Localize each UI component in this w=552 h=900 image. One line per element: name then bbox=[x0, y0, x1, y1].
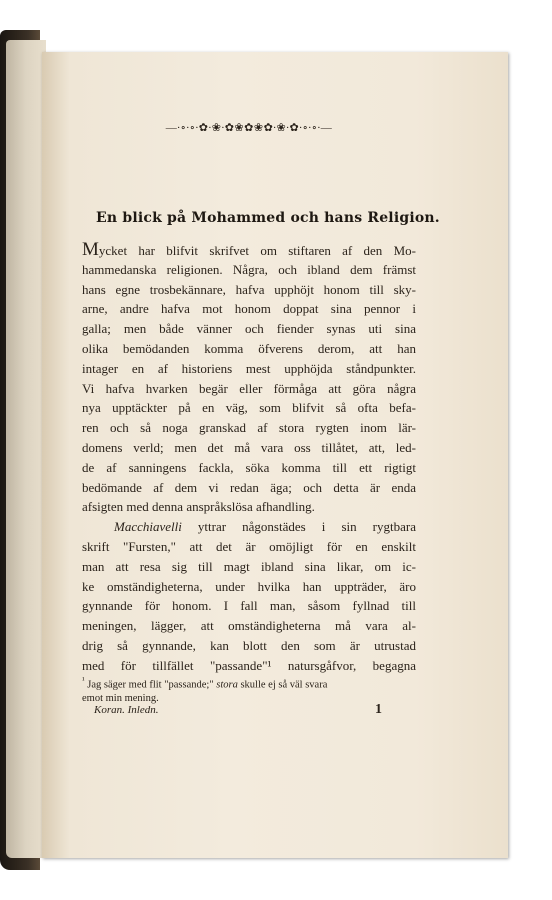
body-line-6: olika bemödanden komma öfverens derom, att han bbox=[82, 340, 416, 356]
body-text bbox=[82, 240, 416, 676]
body-line-4: arne, andre hafva mot honom doppat sina pennor i bbox=[82, 301, 416, 317]
body-line-10: ren och så noga granskad af stora rygten inom lär- bbox=[82, 420, 416, 436]
signature-mark: 1 bbox=[375, 702, 382, 717]
body-line-14: afsigten med denna anspråkslösa afhandling. bbox=[82, 499, 315, 515]
body-line-20: meningen, lägger, att omständigheterna må vara al- bbox=[82, 618, 416, 634]
signature-text: Koran. Inledn. bbox=[94, 704, 159, 716]
body-line-5: galla; men både vänner och fiender synas uti sina bbox=[82, 321, 416, 337]
body-line-9: nya upptäckter på en väg, som blifvit så ofta befa- bbox=[82, 400, 416, 416]
body-line-2: hammedanska religionen. Några, och ibland dem främst bbox=[82, 261, 416, 277]
body-line-8: Vi hafva hvarken begär eller förmåga att göra några bbox=[82, 380, 416, 396]
footnote-line-1: $^{^1}$ Jag säger med flit "passande;" stora skulle ej så väl svara bbox=[82, 675, 328, 691]
body-line-19: gynnande för honom. I fall man, såsom fyllnad till bbox=[82, 598, 416, 614]
body-line-18: ke omständigheterna, under hvilka han uppträder, äro bbox=[82, 578, 416, 594]
left-page-edge bbox=[6, 40, 46, 858]
body-line-21: drig så gynnande, kan blott den som är utrustad bbox=[82, 637, 416, 653]
body-line-22: med för tillfället "passande"¹ natursgåfvor, begagna bbox=[82, 657, 416, 673]
body-line-16: skrift "Fursten," att det är omöjligt för en enskilt bbox=[82, 538, 416, 554]
body-line-11: domens verld; men det må vara oss tillåtet, att, led- bbox=[82, 439, 416, 455]
body-line-15: Macchiavelli yttrar någonstädes i sin rygtbara bbox=[114, 519, 416, 535]
body-line-7: intager en af historiens mest upphöjda ståndpunkter. bbox=[82, 360, 416, 376]
footnote-marker: ¹ bbox=[82, 675, 85, 685]
body-line-12: de af sanningens fackla, söka komma till ett rigtigt bbox=[82, 459, 416, 475]
chapter-title: En blick på Mohammed och hans Religion. bbox=[96, 210, 440, 226]
body-line-1: Mycket har blifvit skrifvet om stiftaren af den Mo- bbox=[82, 240, 416, 260]
body-line-17: man att resa sig till magt ibland sina likar, om ic- bbox=[82, 558, 416, 574]
page-footer bbox=[82, 704, 416, 720]
drop-cap: M bbox=[82, 240, 99, 260]
footnote bbox=[82, 674, 416, 705]
footnote-line-2: emot min mening. bbox=[82, 692, 159, 704]
header-ornament: —∙∘∙∘∙✿∙❀∙✿❀✿❀✿∙❀∙✿∙∘∙∘∙— bbox=[165, 122, 333, 134]
body-line-3: hans egne trosbekännare, hafva upphöjt honom till sky- bbox=[82, 281, 416, 297]
author-name-italic: Macchiavelli bbox=[114, 519, 182, 535]
body-line-13: bedömande af dem vi redan äga; och detta är enda bbox=[82, 479, 416, 495]
